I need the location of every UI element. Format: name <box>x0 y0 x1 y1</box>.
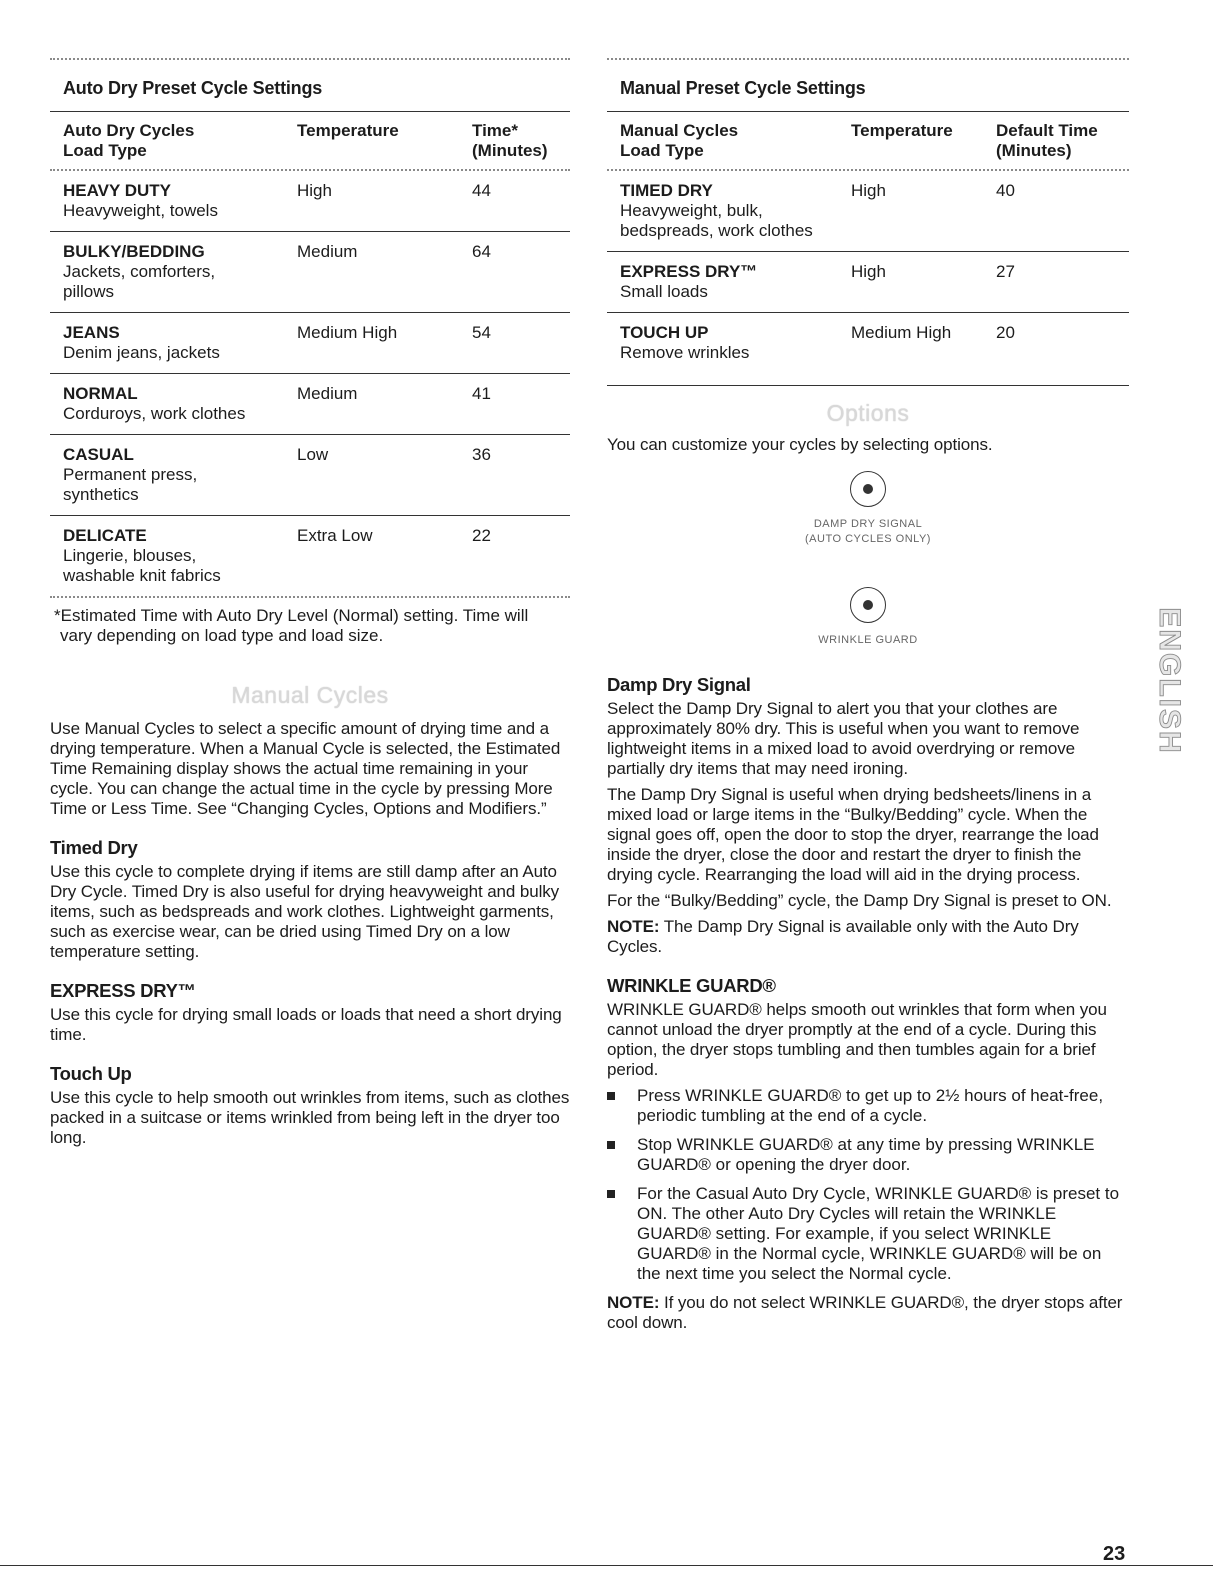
list-item: Press WRINKLE GUARD® to get up to 2½ hours of heat-free, periodic tumbling at the end of a cycle. <box>607 1086 1129 1126</box>
temperature: Medium <box>297 384 358 403</box>
load-type: Lingerie, blouses, <box>63 546 197 565</box>
header-cycles: Auto Dry Cycles <box>63 121 195 140</box>
header-minutes: (Minutes) <box>996 141 1072 160</box>
load-type: washable knit fabrics <box>63 566 221 585</box>
cycle-name: TOUCH UP <box>620 323 709 342</box>
wrinkle-guard-heading: WRINKLE GUARD® <box>607 975 776 996</box>
header-load-type: Load Type <box>63 141 147 160</box>
table-row <box>50 374 570 434</box>
damp-dry-signal-icon <box>850 471 886 507</box>
damp-dry-signal-option <box>607 471 1129 547</box>
temperature: High <box>851 262 886 281</box>
express-dry-text: Use this cycle for drying small loads or loads that need a short drying time. <box>50 1005 562 1044</box>
load-type: pillows <box>63 282 115 301</box>
header-time: Time* <box>472 121 518 140</box>
time: 41 <box>472 384 491 403</box>
cycle-name: CASUAL <box>63 445 134 464</box>
cycle-name: NORMAL <box>63 384 138 403</box>
time: 36 <box>472 445 491 464</box>
cycle-name: TIMED DRY <box>620 181 713 200</box>
wrinkle-guard-list <box>607 1086 1129 1284</box>
options-intro: You can customize your cycles by selecting options. <box>607 435 993 454</box>
damp-dry-text: Select the Damp Dry Signal to alert you that your clothes are approximately 80% dry. This is useful when you want to remove lightweight items in a mixed load to avoid overdrying or remove partially dry items that may need ironing. <box>607 699 1080 778</box>
manual-cycles-heading: Manual Cycles <box>231 682 389 708</box>
header-default-time: Default Time <box>996 121 1098 140</box>
time: 40 <box>996 181 1015 200</box>
damp-dry-signal-label: DAMP DRY SIGNAL <box>813 518 923 530</box>
note-label: NOTE: <box>607 1293 660 1312</box>
auto-cycles-only-label: (AUTO CYCLES ONLY) <box>805 533 931 545</box>
load-type: Denim jeans, jackets <box>63 343 220 362</box>
table-row <box>50 516 570 596</box>
temperature: Low <box>297 445 329 464</box>
auto-table-header <box>50 112 570 169</box>
cycle-name: HEAVY DUTY <box>63 181 172 200</box>
damp-dry-text: The Damp Dry Signal is useful when drying bedsheets/linens in a mixed load or large items in the “Bulky/Bedding” cycle. When the signal goes off, open the door to stop the dryer, rearrange the load inside the dryer, close the door and restart the dryer to finish the drying cycle. Rearranging the load will aid in the drying process. <box>607 785 1099 884</box>
table-row <box>607 313 1129 385</box>
cycle-name: BULKY/BEDDING <box>63 242 205 261</box>
load-type: Small loads <box>620 282 708 301</box>
table-row <box>607 252 1129 312</box>
load-type: Heavyweight, towels <box>63 201 218 220</box>
damp-dry-heading: Damp Dry Signal <box>607 674 751 695</box>
temperature: Medium <box>297 242 358 261</box>
touch-up-heading: Touch Up <box>50 1063 132 1084</box>
header-temperature: Temperature <box>297 121 399 140</box>
temperature: Extra Low <box>297 526 373 545</box>
manual-table-header <box>607 112 1129 169</box>
note-text: The Damp Dry Signal is available only with the Auto Dry Cycles. <box>607 917 1079 956</box>
time: 54 <box>472 323 491 342</box>
time: 20 <box>996 323 1015 342</box>
list-item: Stop WRINKLE GUARD® at any time by pressing WRINKLE GUARD® or opening the dryer door. <box>607 1135 1129 1175</box>
cycle-name: DELICATE <box>63 526 147 545</box>
cycle-name: EXPRESS DRY™ <box>620 262 758 281</box>
table-row <box>50 313 570 373</box>
time: 64 <box>472 242 491 261</box>
options-heading: Options <box>826 400 910 426</box>
header-temperature: Temperature <box>851 121 953 140</box>
load-type: Permanent press, <box>63 465 198 484</box>
indicator-dot <box>863 600 873 610</box>
header-load-type: Load Type <box>620 141 704 160</box>
footnote-line: vary depending on load type and load size. <box>60 626 384 645</box>
load-type: Remove wrinkles <box>620 343 750 362</box>
temperature: High <box>851 181 886 200</box>
time: 27 <box>996 262 1015 281</box>
load-type: bedspreads, work clothes <box>620 221 813 240</box>
load-type: Jackets, comforters, <box>63 262 216 281</box>
table-row <box>50 435 570 515</box>
timed-dry-heading: Timed Dry <box>50 837 138 858</box>
note-text: If you do not select WRINKLE GUARD®, the dryer stops after cool down. <box>607 1293 1123 1332</box>
left-column <box>50 58 570 1154</box>
right-column <box>607 58 1129 1339</box>
indicator-dot <box>863 484 873 494</box>
damp-dry-note <box>607 917 1129 957</box>
wrinkle-guard-note <box>607 1293 1129 1333</box>
cycle-name: JEANS <box>63 323 120 342</box>
list-item: For the Casual Auto Dry Cycle, WRINKLE GUARD® is preset to ON. The other Auto Dry Cycles will retain the WRINKLE GUARD® setting. For example, if you select WRINKLE GUARD® in the Normal cycle, WRINKLE GUARD® will be on the next time you select the Normal cycle. <box>607 1184 1129 1284</box>
load-type: Corduroys, work clothes <box>63 404 246 423</box>
table-row <box>607 171 1129 251</box>
auto-table-title: Auto Dry Preset Cycle Settings <box>63 78 323 98</box>
load-type: synthetics <box>63 485 139 504</box>
side-tab <box>1150 570 1186 792</box>
table-row <box>50 232 570 312</box>
time: 44 <box>472 181 491 200</box>
damp-dry-text: For the “Bulky/Bedding” cycle, the Damp Dry Signal is preset to ON. <box>607 891 1112 910</box>
note-label: NOTE: <box>607 917 660 936</box>
timed-dry-text: Use this cycle to complete drying if items are still damp after an Auto Dry Cycle. Timed Dry is also useful for drying heavyweight and bulky items, such as bedspreads and work clothes. Lightweight garments, such as exercise wear, can be dried using Timed Dry on a low temperature setting. <box>50 862 560 961</box>
manual-cycles-intro: Use Manual Cycles to select a specific amount of drying time and a drying temperature. When a Manual Cycle is selected, the Estimated Time Remaining display shows the actual time remaining in your cycle. You can change the actual time in the cycle by pressing More Time or Less Time. See “Changing Cycles, Options and Modifiers.” <box>50 719 561 818</box>
header-cycles: Manual Cycles <box>620 121 739 140</box>
express-dry-heading: EXPRESS DRY™ <box>50 980 196 1001</box>
wrinkle-guard-text: WRINKLE GUARD® helps smooth out wrinkles that form when you cannot unload the dryer promptly at the end of a cycle. During this option, the dryer stops tumbling and then tumbles again for a brief period. <box>607 1000 1107 1079</box>
wrinkle-guard-icon <box>850 587 886 623</box>
wrinkle-guard-option <box>607 587 1129 648</box>
time: 22 <box>472 526 491 545</box>
side-tab-label: ENGLISH <box>1153 607 1186 755</box>
page-number: 23 <box>1103 1543 1126 1565</box>
table-row <box>50 171 570 231</box>
footnote-line: *Estimated Time with Auto Dry Level (Normal) setting. Time will <box>54 606 529 625</box>
temperature: Medium High <box>297 323 398 342</box>
touch-up-text: Use this cycle to help smooth out wrinkles from items, such as clothes packed in a suitcase or items wrinkled from being left in the dryer too long. <box>50 1088 570 1147</box>
temperature: High <box>297 181 332 200</box>
wrinkle-guard-label: WRINKLE GUARD <box>818 634 918 646</box>
load-type: Heavyweight, bulk, <box>620 201 763 220</box>
manual-table-title: Manual Preset Cycle Settings <box>620 78 866 98</box>
temperature: Medium High <box>851 323 952 342</box>
header-minutes: (Minutes) <box>472 141 548 160</box>
divider <box>0 1565 1213 1566</box>
footnote <box>50 598 570 646</box>
divider <box>607 385 1129 386</box>
